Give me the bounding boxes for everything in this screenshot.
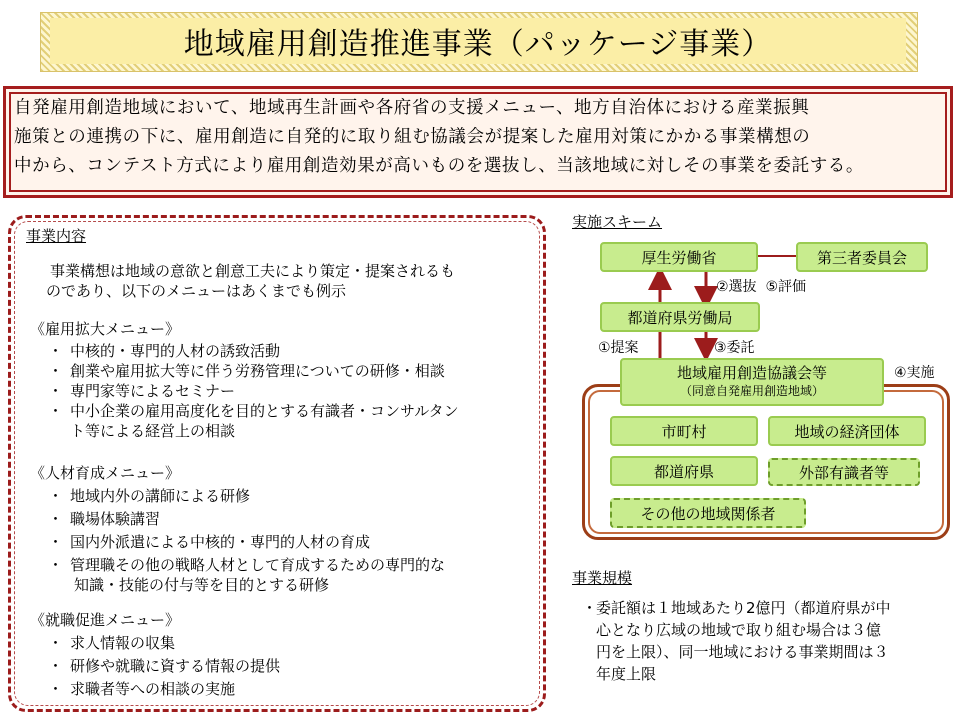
content-heading: 事業内容: [26, 227, 87, 245]
label-select: ②選抜 ⑤評価: [716, 279, 807, 295]
node-council: [620, 358, 884, 406]
node-mhlw: 厚生労働省: [600, 242, 758, 272]
member-other-stakeholders: その他の地域関係者: [610, 498, 806, 528]
page-title: 地域雇用創造推進事業（パッケージ事業）: [50, 18, 906, 64]
list-item: ・ 管理職その他の戦略人材として育成するための専門的な 知識・技能の付与等を目的とする研修: [48, 556, 446, 594]
list-item: ・ 中核的・専門的人材の誘致活動: [48, 342, 281, 360]
label-propose: ①提案: [598, 340, 639, 356]
menu-title-employment: 《雇用拡大メニュー》: [30, 320, 181, 338]
list-item: ・ 創業や雇用拡大等に伴う労務管理についての研修・相談: [48, 362, 445, 380]
scale-line: 委託額は１地域あたり2億円（都道府県が中: [596, 599, 891, 617]
node-third-party: 第三者委員会: [796, 242, 928, 272]
list-item: ・ 職場体験講習: [48, 510, 161, 528]
scale-heading: 事業規模: [572, 569, 633, 587]
member-municipality: 市町村: [610, 416, 758, 446]
list-item: ・ 求職者等への相談の実施: [48, 680, 236, 698]
scale-item: ・ 委託額は１地域あたり2億円（都道府県が中 心となり広域の地域で取り組む場合は３億 円を上限）、同一地域における事業期間は３ 年度上限: [582, 597, 954, 685]
list-item: ・ 中小企業の雇用高度化を目的とする有識者・コンサルタン ト等による経営上の相談: [48, 402, 459, 440]
scale-line: 心となり広域の地域で取り組む場合は３億: [596, 621, 882, 639]
menu-title-training: 《人材育成メニュー》: [30, 464, 181, 482]
label-entrust: ③委託: [714, 340, 755, 356]
scale-line: 年度上限: [596, 665, 657, 683]
council-sublabel: （同意自発雇用創造地域）: [679, 384, 824, 398]
member-external-experts: 外部有識者等: [768, 458, 920, 486]
council-label: 地域雇用創造協議会等: [676, 364, 827, 382]
summary-line: 自発雇用創造地域において、地域再生計画や各府省の支援メニュー、地方自治体における産業振興: [14, 98, 810, 118]
member-economic-groups: 地域の経済団体: [768, 416, 926, 446]
member-prefecture: 都道府県: [610, 456, 758, 486]
scale-text: [582, 597, 954, 685]
menu-title-job: 《就職促進メニュー》: [30, 611, 181, 629]
scale-line: 円を上限）、同一地域における事業期間は３: [596, 643, 889, 661]
list-item: ・ 専門家等によるセミナー: [48, 382, 236, 400]
list-item: ・ 求人情報の収集: [48, 634, 176, 652]
list-item: ・ 国内外派遣による中核的・専門的人材の育成: [48, 533, 371, 551]
summary-line: 中から、コンテスト方式により雇用創造効果が高いものを選抜し、当該地域に対しその事業を委託する。: [14, 156, 864, 176]
list-item: ・ 地域内外の講師による研修: [48, 487, 251, 505]
node-prefectural-labor-bureau: 都道府県労働局: [600, 302, 760, 332]
label-implement: ④実施: [894, 365, 935, 381]
list-item: ・ 研修や就職に資する情報の提供: [48, 657, 281, 675]
scheme-heading: 実施スキーム: [572, 213, 663, 231]
intro-line: のであり、以下のメニューはあくまでも例示: [46, 282, 347, 300]
summary-line: 施策との連携の下に、雇用創造に自発的に取り組む協議会が提案した雇用対策にかかる事業構想の: [14, 127, 811, 147]
intro-line: 事業構想は地域の意欲と創意工夫により策定・提案されるも: [50, 262, 456, 280]
